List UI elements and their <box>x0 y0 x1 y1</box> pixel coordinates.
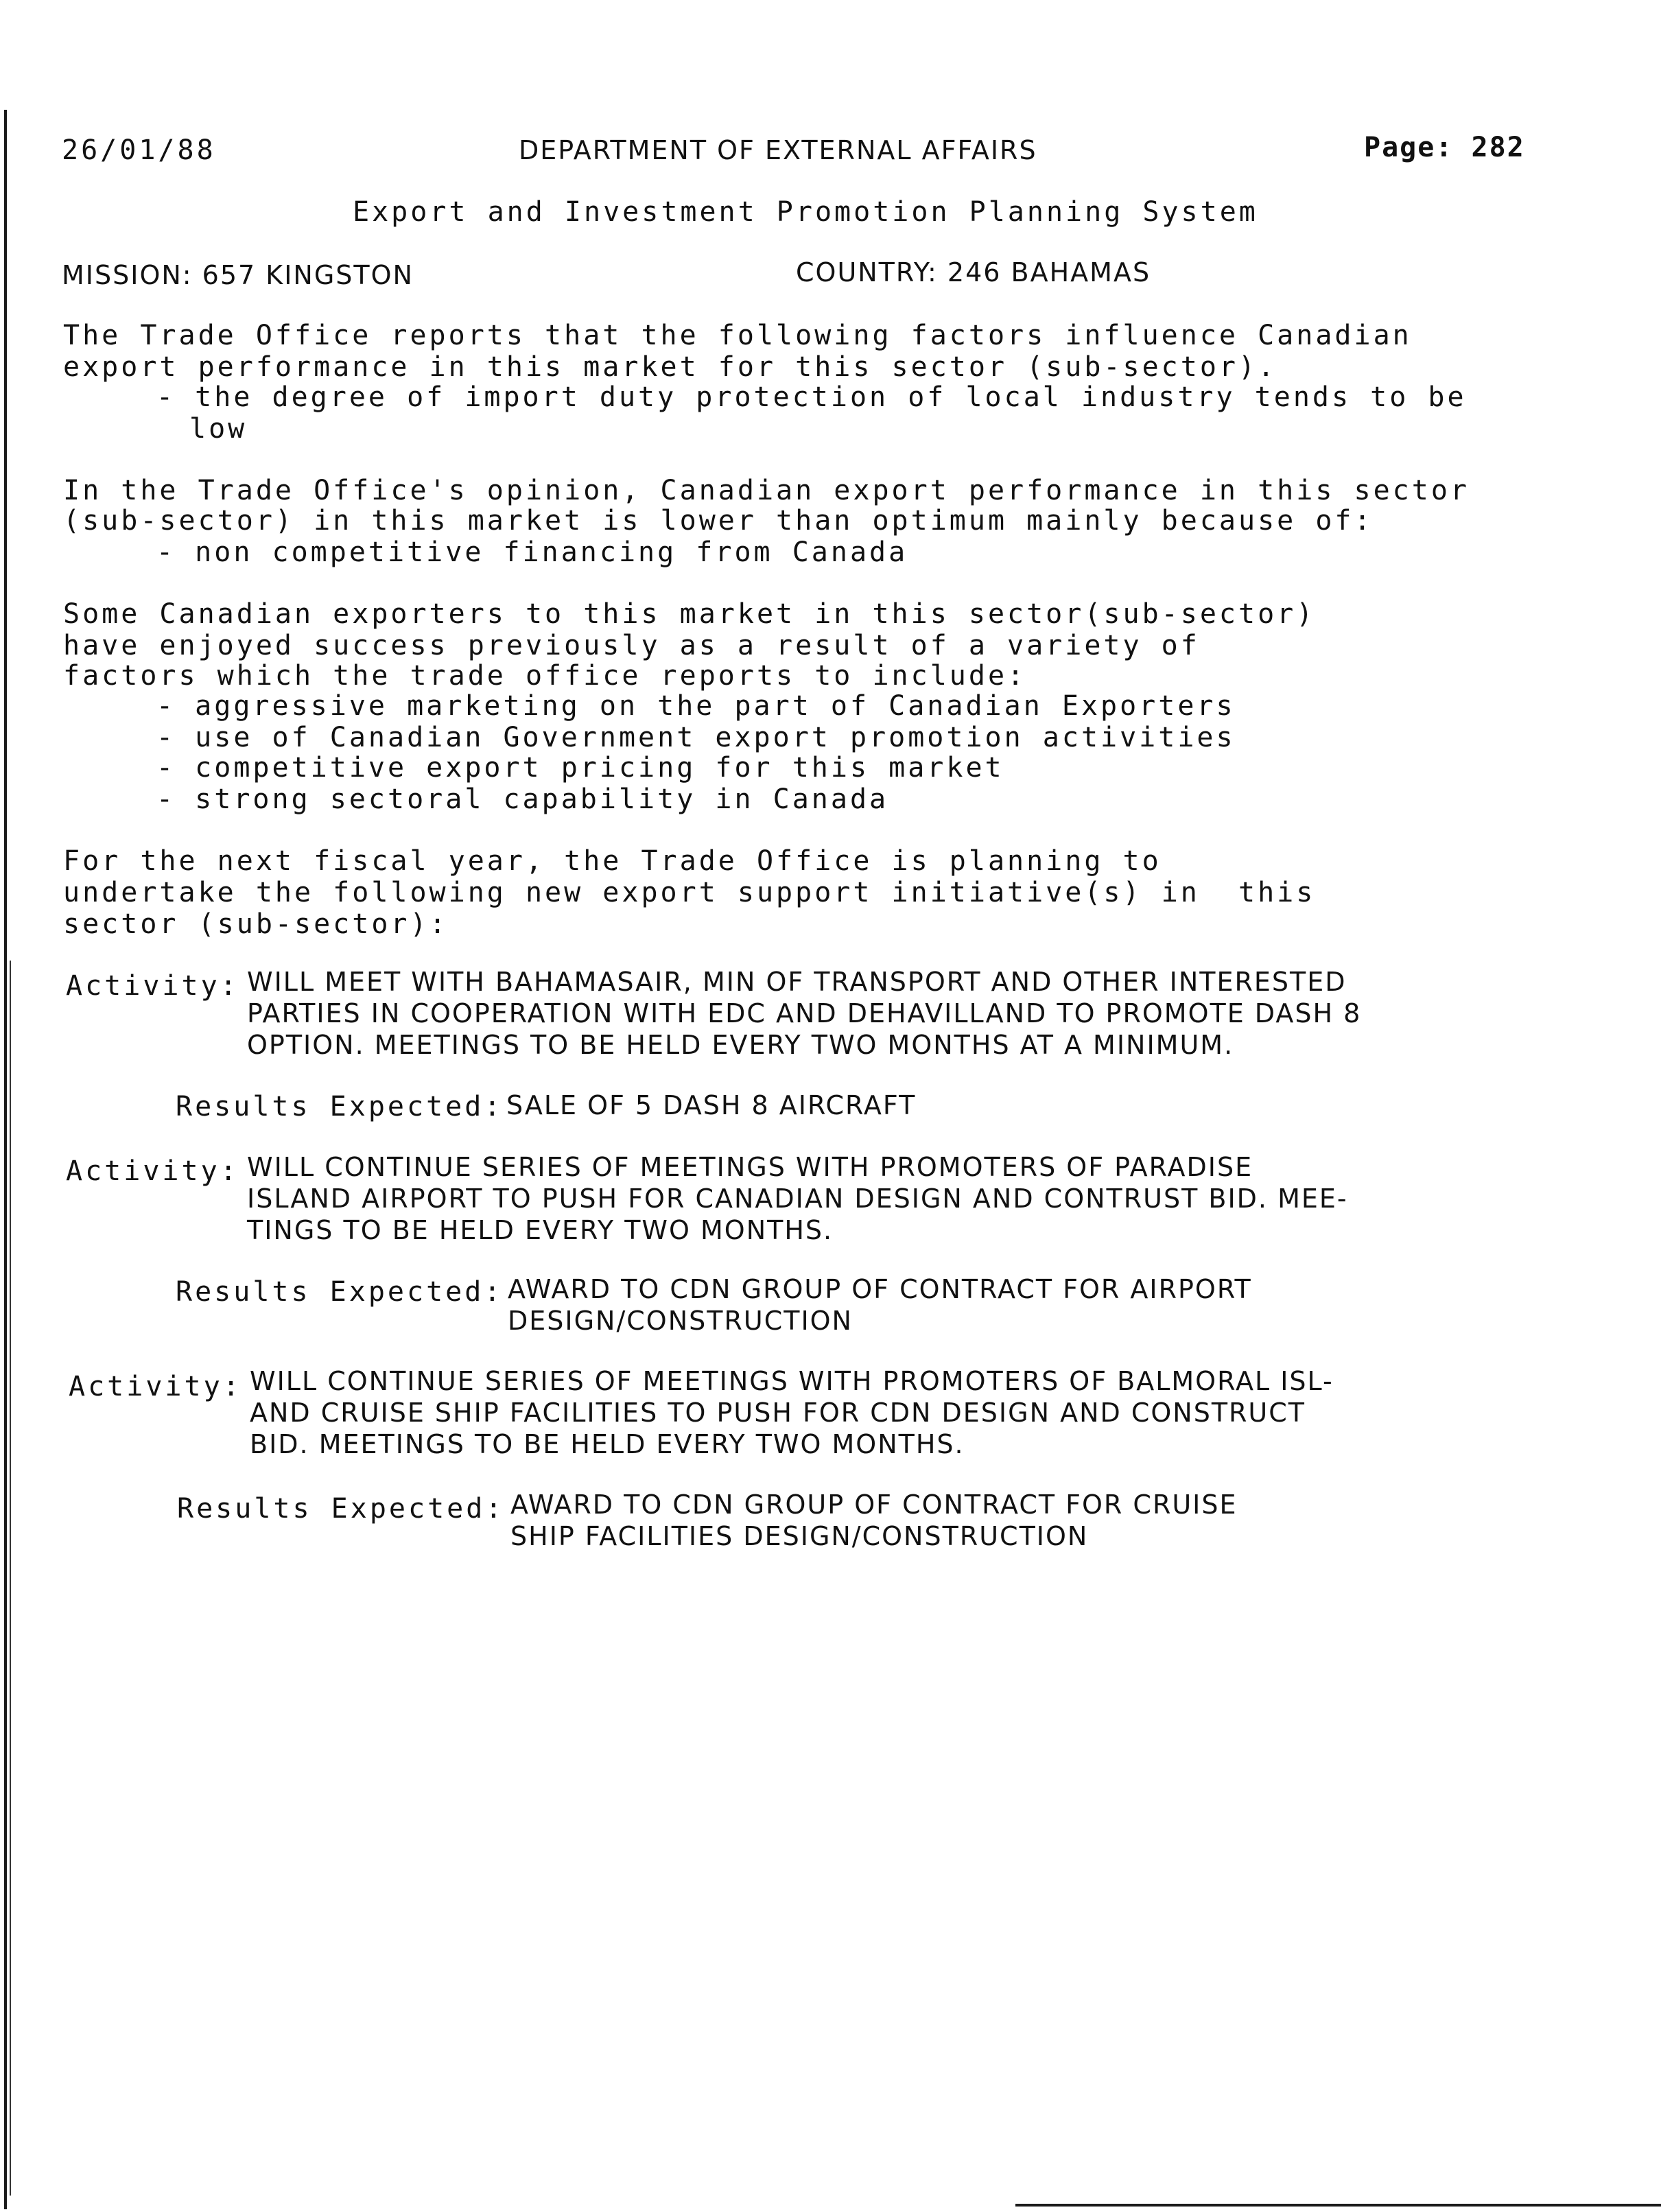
results-text: AWARD TO CDN GROUP OF CONTRACT FOR CRUISE <box>510 1490 1238 1520</box>
activity-text: TINGS TO BE HELD EVERY TWO MONTHS. <box>247 1215 834 1245</box>
opinion-intro: (sub-sector) in this market is lower than optimum mainly because of: <box>63 505 1374 537</box>
activity-text: OPTION. MEETINGS TO BE HELD EVERY TWO MONTHS AT A MINIMUM. <box>247 1030 1234 1060</box>
results-text: SALE OF 5 DASH 8 AIRCRAFT <box>506 1090 917 1120</box>
bottom-rule <box>1015 2204 1661 2207</box>
plans-intro: sector (sub-sector): <box>63 908 449 940</box>
country: COUNTRY: 246 BAHAMAS <box>796 257 1151 287</box>
activity-label: Activity: <box>66 970 239 1002</box>
success-item: - competitive export pricing for this market <box>156 752 1004 784</box>
plans-intro: For the next fiscal year, the Trade Office is planning to <box>63 845 1162 877</box>
factor-item: low <box>189 413 248 445</box>
activity-text: WILL CONTINUE SERIES OF MEETINGS WITH PROMOTERS OF PARADISE <box>247 1152 1253 1182</box>
page-number: Page: 282 <box>1364 132 1525 163</box>
activity-label: Activity: <box>66 1155 239 1187</box>
success-intro: factors which the trade office reports to include: <box>63 660 1027 692</box>
results-text: AWARD TO CDN GROUP OF CONTRACT FOR AIRPORT <box>508 1274 1252 1304</box>
page-edge-line <box>4 110 7 2209</box>
results-text: DESIGN/CONSTRUCTION <box>508 1306 853 1336</box>
mission: MISSION: 657 KINGSTON <box>62 260 414 290</box>
activity-text: PARTIES IN COOPERATION WITH EDC AND DEHAVILLAND TO PROMOTE DASH 8 <box>247 998 1362 1028</box>
report-date: 26/01/88 <box>62 134 216 166</box>
activity-text: WILL MEET WITH BAHAMASAIR, MIN OF TRANSPORT AND OTHER INTERESTED <box>247 967 1347 997</box>
opinion-item: - non competitive financing from Canada <box>156 537 908 568</box>
activity-text: BID. MEETINGS TO BE HELD EVERY TWO MONTHS. <box>250 1429 965 1459</box>
success-item: - use of Canadian Government export promotion activities <box>156 722 1236 753</box>
factors-intro: The Trade Office reports that the following factors influence Canadian <box>63 320 1412 351</box>
results-label: Results Expected: <box>177 1493 505 1525</box>
results-label: Results Expected: <box>176 1276 504 1308</box>
factors-intro: export performance in this market for this sector (sub-sector). <box>63 351 1277 383</box>
results-text: SHIP FACILITIES DESIGN/CONSTRUCTION <box>510 1521 1089 1551</box>
activity-label: Activity: <box>69 1371 242 1402</box>
success-intro: have enjoyed success previously as a result of a variety of <box>63 630 1200 661</box>
page-edge-line <box>10 961 11 2196</box>
success-item: - aggressive marketing on the part of Canadian Exporters <box>156 690 1236 722</box>
plans-intro: undertake the following new export support initiative(s) in this <box>63 877 1316 908</box>
system-title: Export and Investment Promotion Planning System <box>353 196 1258 228</box>
activity-text: ISLAND AIRPORT TO PUSH FOR CANADIAN DESIGN AND CONTRUST BID. MEE- <box>247 1184 1348 1214</box>
results-label: Results Expected: <box>176 1091 504 1122</box>
opinion-intro: In the Trade Office's opinion, Canadian export performance in this sector <box>63 475 1470 506</box>
activity-text: AND CRUISE SHIP FACILITIES TO PUSH FOR CDN DESIGN AND CONSTRUCT <box>250 1398 1306 1428</box>
department-title: DEPARTMENT OF EXTERNAL AFFAIRS <box>519 135 1037 165</box>
success-intro: Some Canadian exporters to this market in this sector(sub-sector) <box>63 598 1316 630</box>
factor-item: - the degree of import duty protection of local industry tends to be <box>156 381 1467 413</box>
activity-text: WILL CONTINUE SERIES OF MEETINGS WITH PROMOTERS OF BALMORAL ISL- <box>250 1366 1334 1396</box>
success-item: - strong sectoral capability in Canada <box>156 784 889 815</box>
